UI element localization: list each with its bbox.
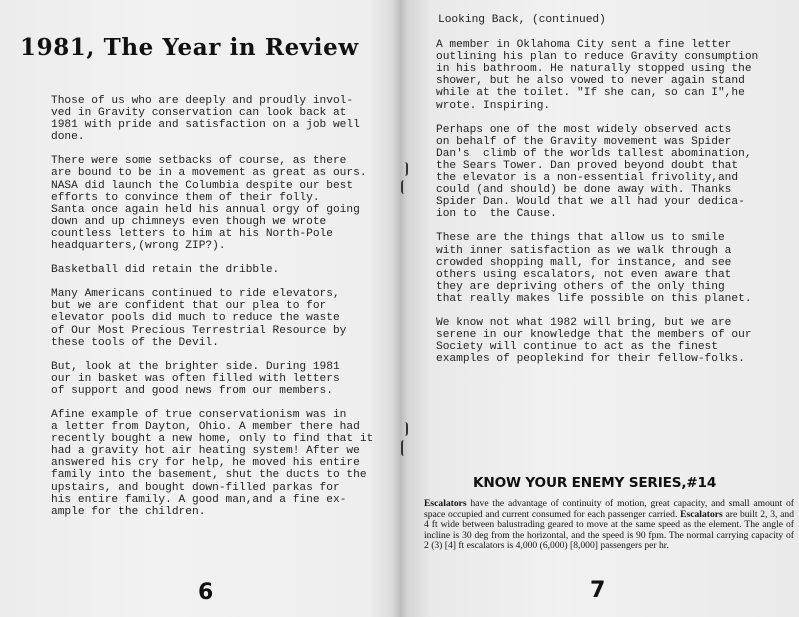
staple-icon <box>401 440 409 456</box>
page-number-left: 6 <box>198 580 214 605</box>
body-text-b: are built 2, 3, and 4 ft wide between balustrading geared to move at the same speed as the element. The angle of incline is 30 deg from the horizontal, and the speed is 90 fpm. The normal carrying capacity of 2 (3) [4] ft escalators is 4,000 (6,000) [8,000] passengers per hr. <box>424 508 794 552</box>
paragraph-1982: We know not what 1982 will bring, but we are serene in our knowledge that the members of our Society will continue to act as the finest examples of peoplekind for their fellow-folks. <box>436 316 752 366</box>
paragraph-setbacks: There were some setbacks of course, as there are bound to be in a movement as great as ours. NASA did launch the Columbia despite our best efforts to convince them of their folly. Santa once again held his annual orgy of going down and up chimneys even though we wrote countless letters to him at his North-Pole headquarters,(wrong ZIP?). <box>51 155 367 253</box>
page-number-right: 7 <box>590 578 606 603</box>
article-title: 1981, The Year in Review <box>20 34 359 61</box>
paragraph-oklahoma: A member in Oklahoma City sent a fine letter outlining his plan to reduce Gravity consumption in his bathroom. He naturally stopped using the shower, but he also vowed to never again stand while at the toilet. "If she can, so can I",he wrote. Inspiring. <box>436 39 759 112</box>
staple-icon <box>401 180 409 194</box>
paragraph-basketball: Basketball did retain the dribble. <box>51 264 280 277</box>
body-text-a: have the advantage of continuity of motion, great capacity, and small amount of space occupied and current consumed for each passenger carried. <box>424 498 794 520</box>
paragraph-brighter-side: But, look at the brighter side. During 1981 our in basket was often filled with letters of support and good news from our members. <box>51 360 340 397</box>
staple-icon <box>400 162 408 176</box>
article-body-right <box>436 14 796 377</box>
lead-word-2: Escalators <box>680 508 723 520</box>
paragraph-spider-dan: Perhaps one of the most widely observed acts on behalf of the Gravity movement was Spider Dan's climb of the worlds tallest abomination, the Sears Tower. Dan proved beyond doubt that the elevator is a non-essential frivolity,and could (and should) be done away with. Thanks Spider Dan. Would that we all had your dedica- ion to the Cause. <box>436 123 752 221</box>
know-your-enemy-body <box>424 499 794 552</box>
paragraph-satisfaction: These are the things that allow us to smile with inner satisfaction as we walk through a crowded shopping mall, for instance, and see others using escalators, not even aware that they are depriving others of the only thing that really makes life possible on this planet. <box>436 232 752 305</box>
binding-gutter <box>392 0 408 617</box>
article-body-left <box>51 95 391 530</box>
lead-word: Escalators <box>424 498 467 509</box>
staple-icon <box>400 422 408 436</box>
paragraph-elevators: Many Americans continued to ride elevators, but we are confident that our plea to for elevator pools did much to reduce the waste of Our Most Precious Terrestrial Resource by these tools of the Devil. <box>51 288 347 349</box>
paragraph-dayton: Afine example of true conservationism was in a letter from Dayton, Ohio. A member there had recently bought a new home, only to find that it had a gravity hot air heating system! After we answered his cry for help, he moved his entire family into the basement, shut the ducts to the upstairs, and bought down-filled parkas for his entire family. A good man,and a fine ex- ample for the children. <box>51 408 374 518</box>
continued-heading: Looking Back, (continued) <box>438 14 606 26</box>
paragraph-intro: Those of us who are deeply and proudly invol- ved in Gravity conservation can look back at 1981 with pride and satisfaction on a job well done. <box>51 95 360 144</box>
know-your-enemy-title: KNOW YOUR ENEMY SERIES,#14 <box>473 476 717 491</box>
